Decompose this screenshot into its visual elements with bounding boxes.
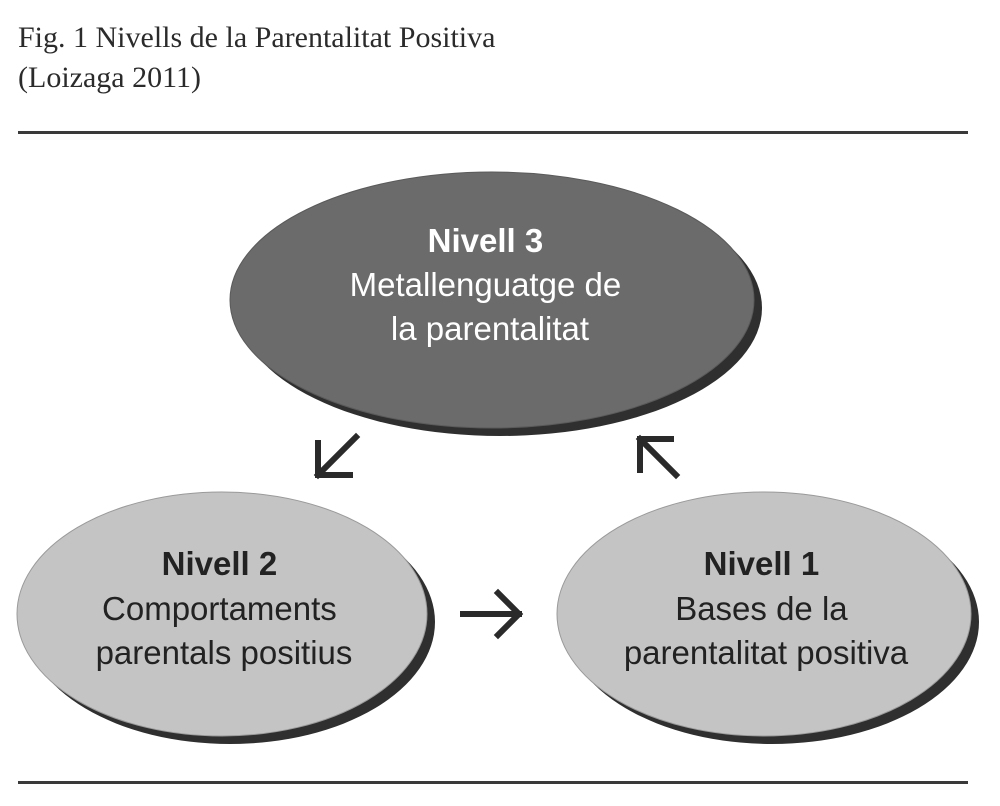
node-level-1-title: Nivell 1 — [703, 545, 820, 582]
node-level-1-line2: parentalitat positiva — [623, 634, 909, 671]
arrow-level2-to-level1-icon — [463, 593, 519, 635]
node-level-1 — [557, 492, 979, 744]
node-level-2 — [17, 492, 435, 744]
node-level-3 — [230, 172, 762, 436]
arrow-level1-to-level3-icon — [640, 439, 676, 475]
node-level-3-title: Nivell 3 — [427, 222, 544, 259]
arrow-level3-to-level2-icon — [318, 437, 356, 475]
caption-source: (Loizaga 2011) — [18, 61, 201, 94]
node-level-3-line1: Metallenguatge de — [349, 266, 622, 303]
node-level-2-line2: parentals positius — [95, 634, 353, 671]
node-level-3-line2: la parentalitat — [390, 310, 590, 347]
node-level-2-line1: Comportaments — [102, 590, 337, 627]
node-level-1-line1: Bases de la — [675, 590, 848, 627]
caption-title: Fig. 1 Nivells de la Parentalitat Positiva — [18, 21, 496, 54]
node-level-2-title: Nivell 2 — [161, 545, 278, 582]
